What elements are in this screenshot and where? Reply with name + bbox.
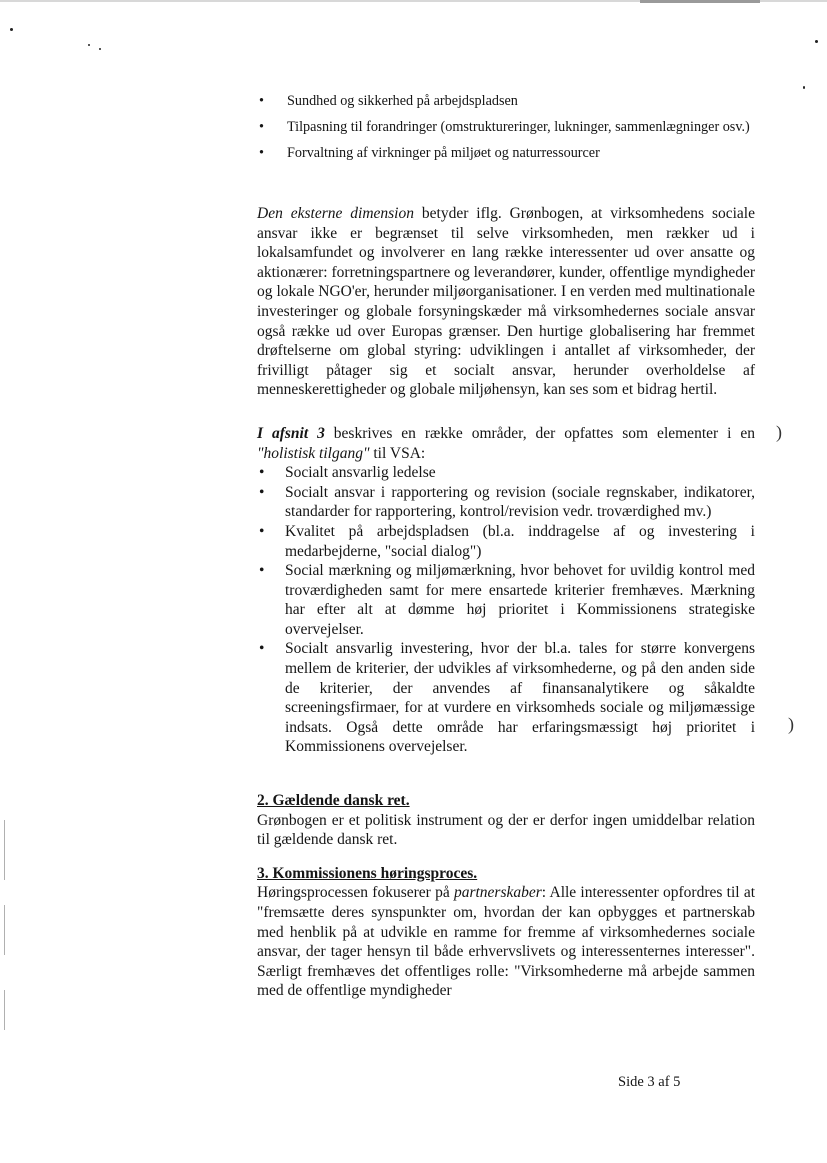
section-heading-2: 2. Gældende dansk ret. <box>257 792 410 810</box>
paragraph-external-dimension: Den eksterne dimension betyder iflg. Grønbogen, at virksomhedens sociale ansvar ikke er begrænset til selve virksomheden, men rækker ud i lokalsamfundet og involverer en lang række interessenter ud over ansatte og aktionærer: forretningspartnere og leverandører, kunder, offentlige myndigheder og lokale NGO'er, herunder miljøorganisationer. I en verden med multinationale investeringer og globale forsyningskæder må virksomhedernes sociale ansvar også række ud over Europas grænser. Den hurtige globalisering har fremmet drøftelserne om global styring: udviklingen i antallet af virksomheder, der frivilligt påtager sig et socialt ansvar, herunder overholdelse af menneskerettigheder og globale miljøhensyn, kan ses som et bidrag hertil. <box>257 205 755 399</box>
bullet-glyph: • <box>259 464 265 482</box>
list-item: • Forvaltning af virkninger på miljøet og naturressourcer <box>259 145 600 161</box>
scan-edge-left <box>4 905 5 955</box>
bullet-glyph: • <box>259 522 265 540</box>
scan-speck <box>803 86 805 89</box>
scan-speck <box>10 28 13 31</box>
list-item: • Kvalitet på arbejdspladsen (bl.a. inddragelse af og investering i medarbejderne, "social dialog") <box>259 522 755 560</box>
scan-speck <box>99 48 101 50</box>
list-item: • Social mærkning og miljømærkning, hvor behovet for uvildig kontrol med troværdigheden samt for mere ensartede kriterier fremhæves. Mærkning har efter alt at dømme høj prioritet i Kommissionens strategiske overvejelser. <box>259 562 755 638</box>
bullet-glyph: • <box>259 93 264 109</box>
section-3-text: Høringsprocessen fokuserer på partnerskaber: Alle interessenter opfordres til at "fremsætte deres synspunkter om, hvordan der kan opbygges et partnerskab med henblik på at udvikle en ramme for fremme af virksomhedernes sociale ansvar, der tager hensyn til både erhvervslivets og interessenternes interesser". Særligt fremhæves det offentliges rolle: "Virksomhederne må arbejde sammen med de offentlige myndigheder <box>257 884 756 1000</box>
bullet-glyph: • <box>259 640 265 658</box>
bullet-glyph: • <box>259 145 264 161</box>
bullet-list-top <box>257 92 755 162</box>
paragraph-section3-intro: I afsnit 3 beskrives en række områder, der opfattes som elementer i en "holistisk tilgang" til VSA: <box>257 424 755 462</box>
scan-edge-left <box>4 990 5 1030</box>
margin-mark: ) <box>776 422 782 442</box>
section-2-text: Grønbogen er et politisk instrument og der er derfor ingen umiddelbar relation til gældende dansk ret. <box>257 811 755 849</box>
scan-edge-left <box>4 820 5 880</box>
bullet-glyph: • <box>259 119 264 135</box>
scan-speck <box>88 44 90 46</box>
scan-speck <box>815 40 818 43</box>
list-item: • Socialt ansvarlig investering, hvor der bl.a. tales for større konvergens mellem de kriterier, der udvikles af virksomhederne, og på den anden side de kriterier, der anvendes af finansanalytikere og såkaldte screeningsfirmaer, for at vurdere en virksomheds sociale og miljømæssige indsats. Også dette område har erfaringsmæssigt høj prioritet i Kommissionens overvejelser. <box>259 640 755 756</box>
list-item: • Tilpasning til forandringer (omstruktureringer, lukninger, sammenlægninger osv.) <box>259 119 750 135</box>
section-heading-3: 3. Kommissionens høringsproces. <box>257 864 478 882</box>
bullet-list-section3 <box>257 463 755 757</box>
list-item: • Sundhed og sikkerhed på arbejdspladsen <box>259 93 518 109</box>
page-body <box>257 92 755 1001</box>
bullet-glyph: • <box>259 562 265 580</box>
page-number: Side 3 af 5 <box>618 1074 681 1090</box>
bullet-glyph: • <box>259 483 265 501</box>
scan-edge-top-dark <box>640 0 760 3</box>
margin-mark: ) <box>788 714 794 734</box>
list-item: • Socialt ansvar i rapportering og revision (sociale regnskaber, indikatorer, standarder for rapportering, kontrol/revision vedr. troværdighed mv.) <box>259 483 755 521</box>
list-item: • Socialt ansvarlig ledelse <box>259 464 436 482</box>
